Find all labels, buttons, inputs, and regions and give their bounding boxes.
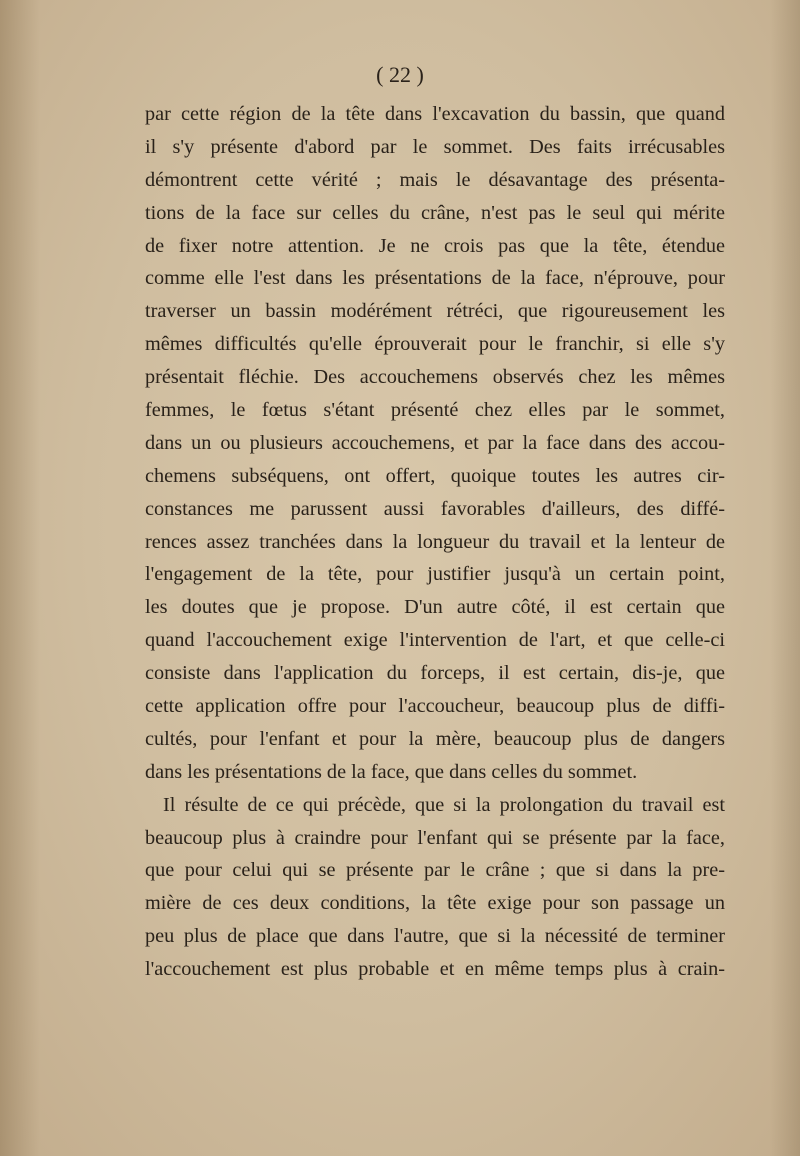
text-line: cette application offre pour l'accoucheur, beaucoup plus de diffi- — [145, 695, 725, 718]
text-line: chemens subséquens, ont offert, quoique toutes les autres cir- — [145, 464, 725, 487]
text-line: tions de la face sur celles du crâne, n'est pas le seul qui mérite — [145, 201, 725, 224]
text-line: quand l'accouchement exige l'intervention de l'art, et que celle-ci — [145, 629, 725, 652]
text-line: consiste dans l'application du forceps, il est certain, dis-je, que — [145, 662, 725, 685]
body-text — [145, 98, 725, 986]
text-line: femmes, le fœtus s'étant présenté chez elles par le sommet, — [145, 399, 725, 422]
text-line: rences assez tranchées dans la longueur du travail et la lenteur de — [145, 530, 725, 553]
text-line: dans les présentations de la face, que dans celles du sommet. — [145, 760, 638, 783]
text-line: l'engagement de la tête, pour justifier jusqu'à un certain point, — [145, 563, 725, 586]
text-line: dans un ou plusieurs accouchemens, et par la face dans des accou- — [145, 431, 725, 454]
text-line: comme elle l'est dans les présentations de la face, n'éprouve, pour — [145, 267, 725, 290]
text-line: cultés, pour l'enfant et pour la mère, beaucoup plus de dangers — [145, 727, 725, 750]
text-line: de fixer notre attention. Je ne crois pas que la tête, étendue — [145, 234, 725, 257]
text-line: mière de ces deux conditions, la tête exige pour son passage un — [145, 892, 725, 915]
text-line: que pour celui qui se présente par le crâne ; que si dans la pre- — [145, 859, 725, 882]
text-line: les doutes que je propose. D'un autre côté, il est certain que — [145, 596, 725, 619]
text-line: il s'y présente d'abord par le sommet. Des faits irrécusables — [145, 135, 725, 158]
text-line: constances me parussent aussi favorables d'ailleurs, des diffé- — [145, 497, 725, 520]
page-number: ( 22 ) — [376, 62, 424, 87]
text-line: l'accouchement est plus probable et en même temps plus à crain- — [145, 958, 725, 981]
text-line: démontrent cette vérité ; mais le désavantage des présenta- — [145, 168, 725, 191]
paragraph-start-line: Il résulte de ce qui précède, que si la prolongation du travail est — [163, 793, 725, 816]
text-line: beaucoup plus à craindre pour l'enfant qui se présente par la face, — [145, 826, 725, 849]
text-line: traverser un bassin modérément rétréci, que rigoureusement les — [145, 300, 725, 323]
text-line: peu plus de place que dans l'autre, que si la nécessité de terminer — [145, 925, 725, 948]
text-line: mêmes difficultés qu'elle éprouverait pour le franchir, si elle s'y — [145, 333, 725, 356]
text-line: présentait fléchie. Des accouchemens observés chez les mêmes — [145, 366, 725, 389]
text-line: par cette région de la tête dans l'excavation du bassin, que quand — [145, 103, 725, 125]
